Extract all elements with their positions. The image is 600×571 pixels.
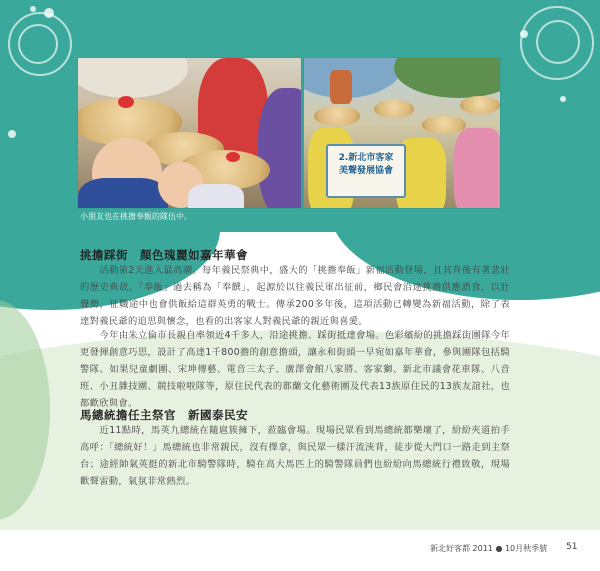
dot-ornament-icon — [520, 30, 528, 38]
dot-ornament-icon — [560, 96, 566, 102]
paragraph-history: 活動第2天進入最高潮。每年義民祭典中，盛大的「挑擔奉飯」新福活動登場，且其背後有著悲壯的歷史典故。「奉飯」過去稱為「奉饌」，起源於以往義民軍出征前，鄉民會沿途挑擔供應酒食，以壯聲勢，征職途中也會供飯給這群英勇的戰士。傳承200多年後，這項活動已轉變為新福活動，除了表達對義民爺的追思與懷念，也看的出客家人對義民爺的親近與喜愛。 — [80, 265, 510, 327]
sign-line-2: 美聲發展協會 — [338, 166, 393, 176]
photo-caption: 小朋友也在挑擔奉飯的隊伍中。 — [80, 212, 192, 221]
photo-parade-with-sign — [304, 58, 500, 208]
swirl-ornament-icon — [536, 20, 580, 64]
dot-ornament-icon — [30, 6, 36, 12]
dot-ornament-icon — [44, 8, 54, 18]
page-number: 51 — [566, 542, 578, 552]
publication-name: 新北好客都 2011 ● 10月秋季號 — [430, 544, 548, 553]
swirl-ornament-icon — [18, 24, 58, 64]
paragraph-president: 近11點時，馬英九總統在隨扈簇擁下，蒞臨會場。現場民眾看到馬總統都樂壞了，紛紛夾道拍手高呼：「總統好！」馬總統也非常親民，沒有擇拿，與民眾一樣汗流浹背，徒步從大門口一路走到主祭台；途經帥氣英挺的新北市騎警隊時，騎在高大馬匹上的騎警隊員們也紛紛向馬總統行禮致敬，現場歡聲雷動，氣氛非常熱烈。 — [80, 425, 510, 487]
section-heading-parade: 挑擔踩街 顏色瑰麗如嘉年華會 — [80, 248, 248, 262]
section-heading-president: 馬總統擔任主祭官 新國泰民安 — [80, 408, 248, 422]
parade-sign — [326, 144, 406, 198]
photo-children-carrying-poles — [78, 58, 301, 208]
dot-ornament-icon — [8, 130, 16, 138]
page-footer — [0, 538, 600, 558]
sign-line-1: 2.新北市客家 — [338, 153, 394, 163]
paragraph-parade-teams: 今年由朱立倫市長親自率領近4千多人，沿途挑擔、踩街抵達會場。色彩繽紛的挑擔踩街團隊今年更發揮創意巧思，設計了高達1千800擔的創意擔頭，讓永和街頭一早宛如嘉年華會，參與團隊包括騎警隊、如果兒童劇團、宋坤傳藝、電音三太子、廣澤會館八家將、客家獅、新北市議會花車隊、八音班、小丑雜技團、競技啦啦隊等，原住民代表的都蘭文化藝術團及代表13族原住民的13族友誼社，也都歡欣與會。 — [80, 330, 510, 409]
